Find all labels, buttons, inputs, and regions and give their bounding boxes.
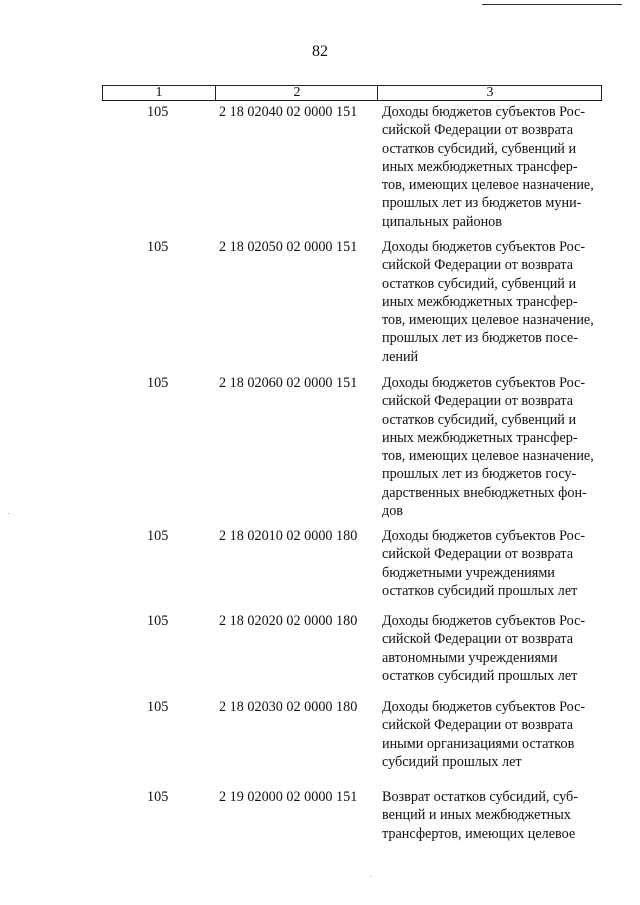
description-line: автономными учреждениями — [382, 649, 558, 666]
description-line: иных межбюджетных трансфер- — [382, 429, 578, 446]
description-line: прошлых лет из бюджетов муни- — [382, 195, 582, 212]
description-line: Доходы бюджетов субъектов Рос- — [382, 104, 586, 120]
description-line: остатков субсидий, субвенций и — [382, 275, 577, 292]
column-header-1: 1 — [155, 85, 163, 100]
row-description — [382, 527, 602, 600]
description-line: остатков субсидий, субвенций и — [382, 411, 577, 428]
description-line: сийской Федерации от возврата — [382, 631, 574, 648]
description-line: ципальных районов — [382, 213, 502, 230]
row-budget-code: 2 18 02030 02 0000 180 — [219, 699, 358, 715]
description-line: тов, имеющих целевое назначение, — [382, 448, 594, 465]
description-line: сийской Федерации от возврата — [382, 717, 574, 734]
row-budget-code: 2 18 02040 02 0000 151 — [219, 104, 358, 120]
description-line: Доходы бюджетов субъектов Рос- — [382, 375, 586, 391]
description-line: остатков субсидий прошлых лет — [382, 667, 578, 684]
description-line: сийской Федерации от возврата — [382, 546, 574, 563]
table-header — [102, 85, 602, 101]
description-line: Доходы бюджетов субъектов Рос- — [382, 239, 586, 255]
description-line: субсидий прошлых лет — [382, 753, 522, 770]
scan-speck — [370, 876, 371, 877]
page-number: 82 — [312, 43, 328, 60]
description-line: иными организациями остатков — [382, 735, 575, 752]
description-line: венций и иных межбюджетных — [382, 807, 571, 824]
description-line: дов — [382, 503, 404, 520]
column-header-2: 2 — [215, 86, 378, 100]
description-line: прошлых лет из бюджетов посе- — [382, 330, 578, 347]
row-description — [382, 788, 602, 843]
row-code-1: 105 — [147, 613, 169, 629]
description-line: тов, имеющих целевое назначение, — [382, 312, 594, 329]
description-line: тов, имеющих целевое назначение, — [382, 177, 594, 194]
scan-speck — [8, 513, 9, 514]
row-budget-code: 2 18 02060 02 0000 151 — [219, 375, 358, 391]
description-line: Доходы бюджетов субъектов Рос- — [382, 699, 586, 715]
description-line: дарственных внебюджетных фон- — [382, 484, 587, 501]
row-code-1: 105 — [147, 528, 169, 544]
row-budget-code: 2 18 02010 02 0000 180 — [219, 528, 358, 544]
description-line: сийской Федерации от возврата — [382, 257, 574, 274]
description-line: лений — [382, 348, 419, 365]
row-description — [382, 698, 602, 771]
top-rule — [482, 4, 622, 5]
row-budget-code: 2 18 02020 02 0000 180 — [219, 613, 358, 629]
row-code-1: 105 — [147, 699, 169, 715]
description-line: остатков субсидий, субвенций и — [382, 140, 577, 157]
description-line: Доходы бюджетов субъектов Рос- — [382, 528, 586, 544]
description-line: трансфертов, имеющих целевое — [382, 825, 576, 842]
row-code-1: 105 — [147, 239, 169, 255]
row-description — [382, 103, 602, 231]
description-line: прошлых лет из бюджетов госу- — [382, 466, 577, 483]
description-line: Возврат остатков субсидий, суб- — [382, 789, 578, 805]
description-line: Доходы бюджетов субъектов Рос- — [382, 613, 586, 629]
description-line: иных межбюджетных трансфер- — [382, 293, 578, 310]
row-budget-code: 2 19 02000 02 0000 151 — [219, 789, 358, 805]
column-header-3: 3 — [377, 86, 602, 100]
description-line: сийской Федерации от возврата — [382, 122, 574, 139]
description-line: сийской Федерации от возврата — [382, 393, 574, 410]
row-description — [382, 238, 602, 366]
row-description — [382, 612, 602, 685]
row-budget-code: 2 18 02050 02 0000 151 — [219, 239, 358, 255]
description-line: иных межбюджетных трансфер- — [382, 158, 578, 175]
description-line: остатков субсидий прошлых лет — [382, 582, 578, 599]
description-line: бюджетными учреждениями — [382, 564, 555, 581]
row-code-1: 105 — [147, 104, 169, 120]
row-code-1: 105 — [147, 789, 169, 805]
row-description — [382, 374, 602, 520]
row-code-1: 105 — [147, 375, 169, 391]
